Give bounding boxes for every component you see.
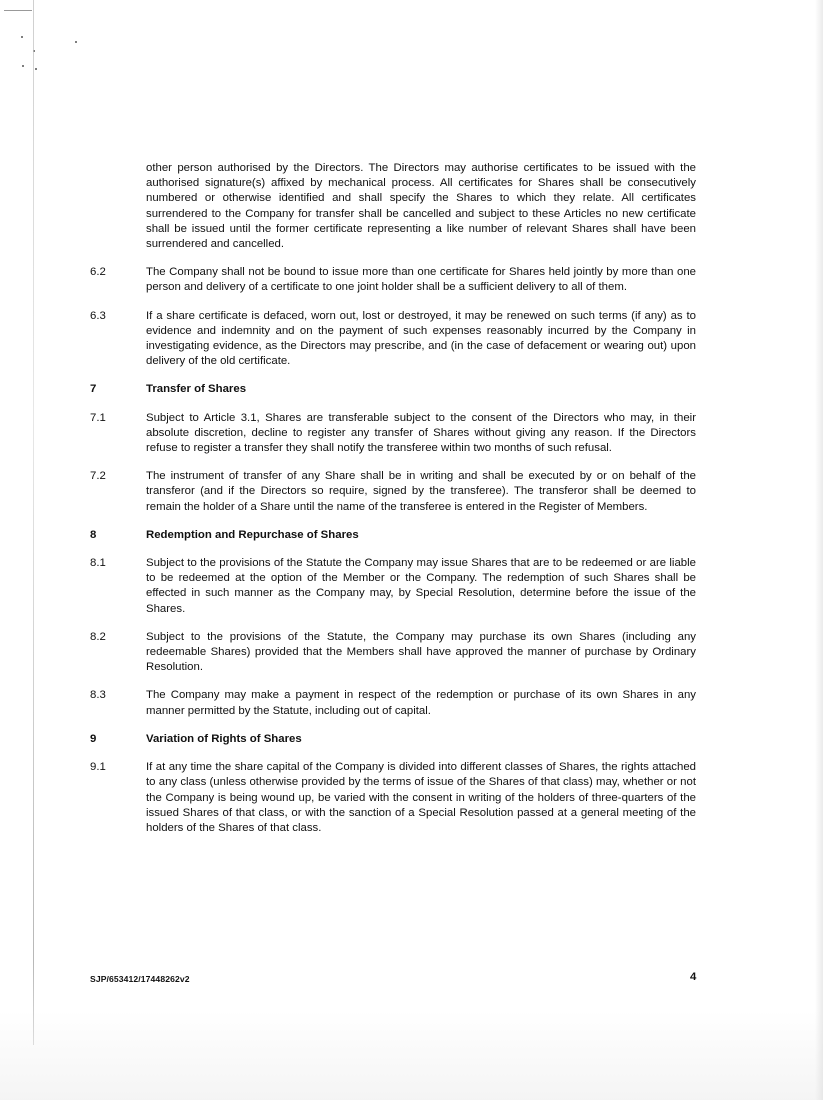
clause-7-2 bbox=[90, 469, 696, 515]
clause-6-3 bbox=[90, 309, 696, 370]
section-title: Redemption and Repurchase of Shares bbox=[146, 528, 359, 541]
clause-number: 8.2 bbox=[90, 630, 106, 643]
section-title: Transfer of Shares bbox=[146, 383, 247, 396]
clause-text: The Company shall not be bound to issue more than one certificate for Shares held jointly by more than one person and delivery of a certificate to one joint holder shall be a sufficient delivery to all of them. bbox=[146, 266, 696, 294]
clause-8-3 bbox=[90, 688, 696, 718]
clause-number: 8.1 bbox=[90, 557, 106, 570]
section-heading-7 bbox=[90, 382, 696, 397]
clause-text: Subject to Article 3.1, Shares are transferable subject to the consent of the Directors who may, in their absolute discretion, decline to register any transfer of Shares without giving any reason. If the Directors refuse to register a transfer they shall notify the transferee within two months of such refusal. bbox=[146, 411, 696, 455]
scan-artifact-dot bbox=[21, 36, 23, 38]
clause-number: 6.2 bbox=[90, 266, 106, 279]
section-number: 7 bbox=[90, 383, 97, 396]
clause-text: If a share certificate is defaced, worn out, lost or destroyed, it may be renewed on such terms (if any) as to evidence and indemnity and on the payment of such expenses reasonably incurred by the Company in investigating evidence, as the Directors may prescribe, and (in the case of defacement or wearing out) upon delivery of the old certificate. bbox=[146, 309, 696, 368]
clause-text: The instrument of transfer of any Share shall be in writing and shall be executed by or on behalf of the transferor (and if the Directors so require, signed by the transferee). The transferor shall be deemed to remain the holder of a Share until the name of the transferee is entered in the Register of Members. bbox=[146, 470, 696, 513]
clause-text: The Company may make a payment in respect of the redemption or purchase of its own Shares in any manner permitted by the Statute, including out of capital. bbox=[146, 689, 696, 717]
document-body bbox=[90, 161, 696, 849]
clause-8-1 bbox=[90, 556, 696, 617]
section-title: Variation of Rights of Shares bbox=[146, 732, 302, 745]
section-heading-8 bbox=[90, 528, 696, 543]
document-reference: SJP/653412/17448262v2 bbox=[90, 974, 190, 984]
clause-number: 9.1 bbox=[90, 761, 106, 774]
scan-left-edge bbox=[33, 0, 34, 1045]
clause-text: Subject to the provisions of the Statute, the Company may purchase its own Shares (including any redeemable Shares) provided that the Members shall have approved the manner of purchase by Ordinary Resolution. bbox=[146, 630, 696, 674]
scan-artifact-dot bbox=[35, 68, 37, 70]
scan-artifact-dot bbox=[22, 65, 24, 67]
clause-7-1 bbox=[90, 411, 696, 457]
clause-number: 6.3 bbox=[90, 309, 106, 322]
scan-artifact-line bbox=[4, 10, 32, 11]
scan-right-edge bbox=[815, 0, 823, 1100]
clause-number: 7.2 bbox=[90, 470, 106, 483]
section-heading-9 bbox=[90, 732, 696, 747]
clause-number: 7.1 bbox=[90, 411, 106, 424]
continuation-paragraph: other person authorised by the Directors. The Directors may authorise certificates to be issued with the authorised signature(s) affixed by mechanical process. All certificates for Shares shall be consecutively numbered or otherwise identified and shall specify the Shares to which they relate. All certificates surrendered to the Company for transfer shall be cancelled and subject to these Articles no new certificate shall be issued until the former certificate representing a like number of relevant Shares shall have been surrendered and cancelled. bbox=[146, 162, 696, 251]
clause-text: If at any time the share capital of the Company is divided into different classes of Shares, the rights attached to any class (unless otherwise provided by the terms of issue of the Shares of that class) may, whether or not the Company is being wound up, be varied with the consent in writing of the holders of three-quarters of the issued Shares of that class, or with the sanction of a Special Resolution passed at a general meeting of the holders of the Shares of that class. bbox=[146, 761, 696, 834]
page-number: 4 bbox=[690, 971, 697, 983]
scan-artifact-dot bbox=[75, 41, 77, 43]
section-number: 8 bbox=[90, 528, 97, 541]
clause-8-2 bbox=[90, 630, 696, 676]
clause-9-1 bbox=[90, 760, 696, 836]
section-number: 9 bbox=[90, 732, 97, 745]
clause-text: Subject to the provisions of the Statute the Company may issue Shares that are to be redeemed or are liable to be redeemed at the option of the Member or the Company. The redemption of such Shares shall be effected in such manner as the Company may, by Special Resolution, determine before the issue of the Shares. bbox=[146, 557, 696, 615]
clause-number: 8.3 bbox=[90, 689, 106, 702]
clause-6-2 bbox=[90, 265, 696, 295]
scan-bottom-shade bbox=[0, 1010, 823, 1100]
